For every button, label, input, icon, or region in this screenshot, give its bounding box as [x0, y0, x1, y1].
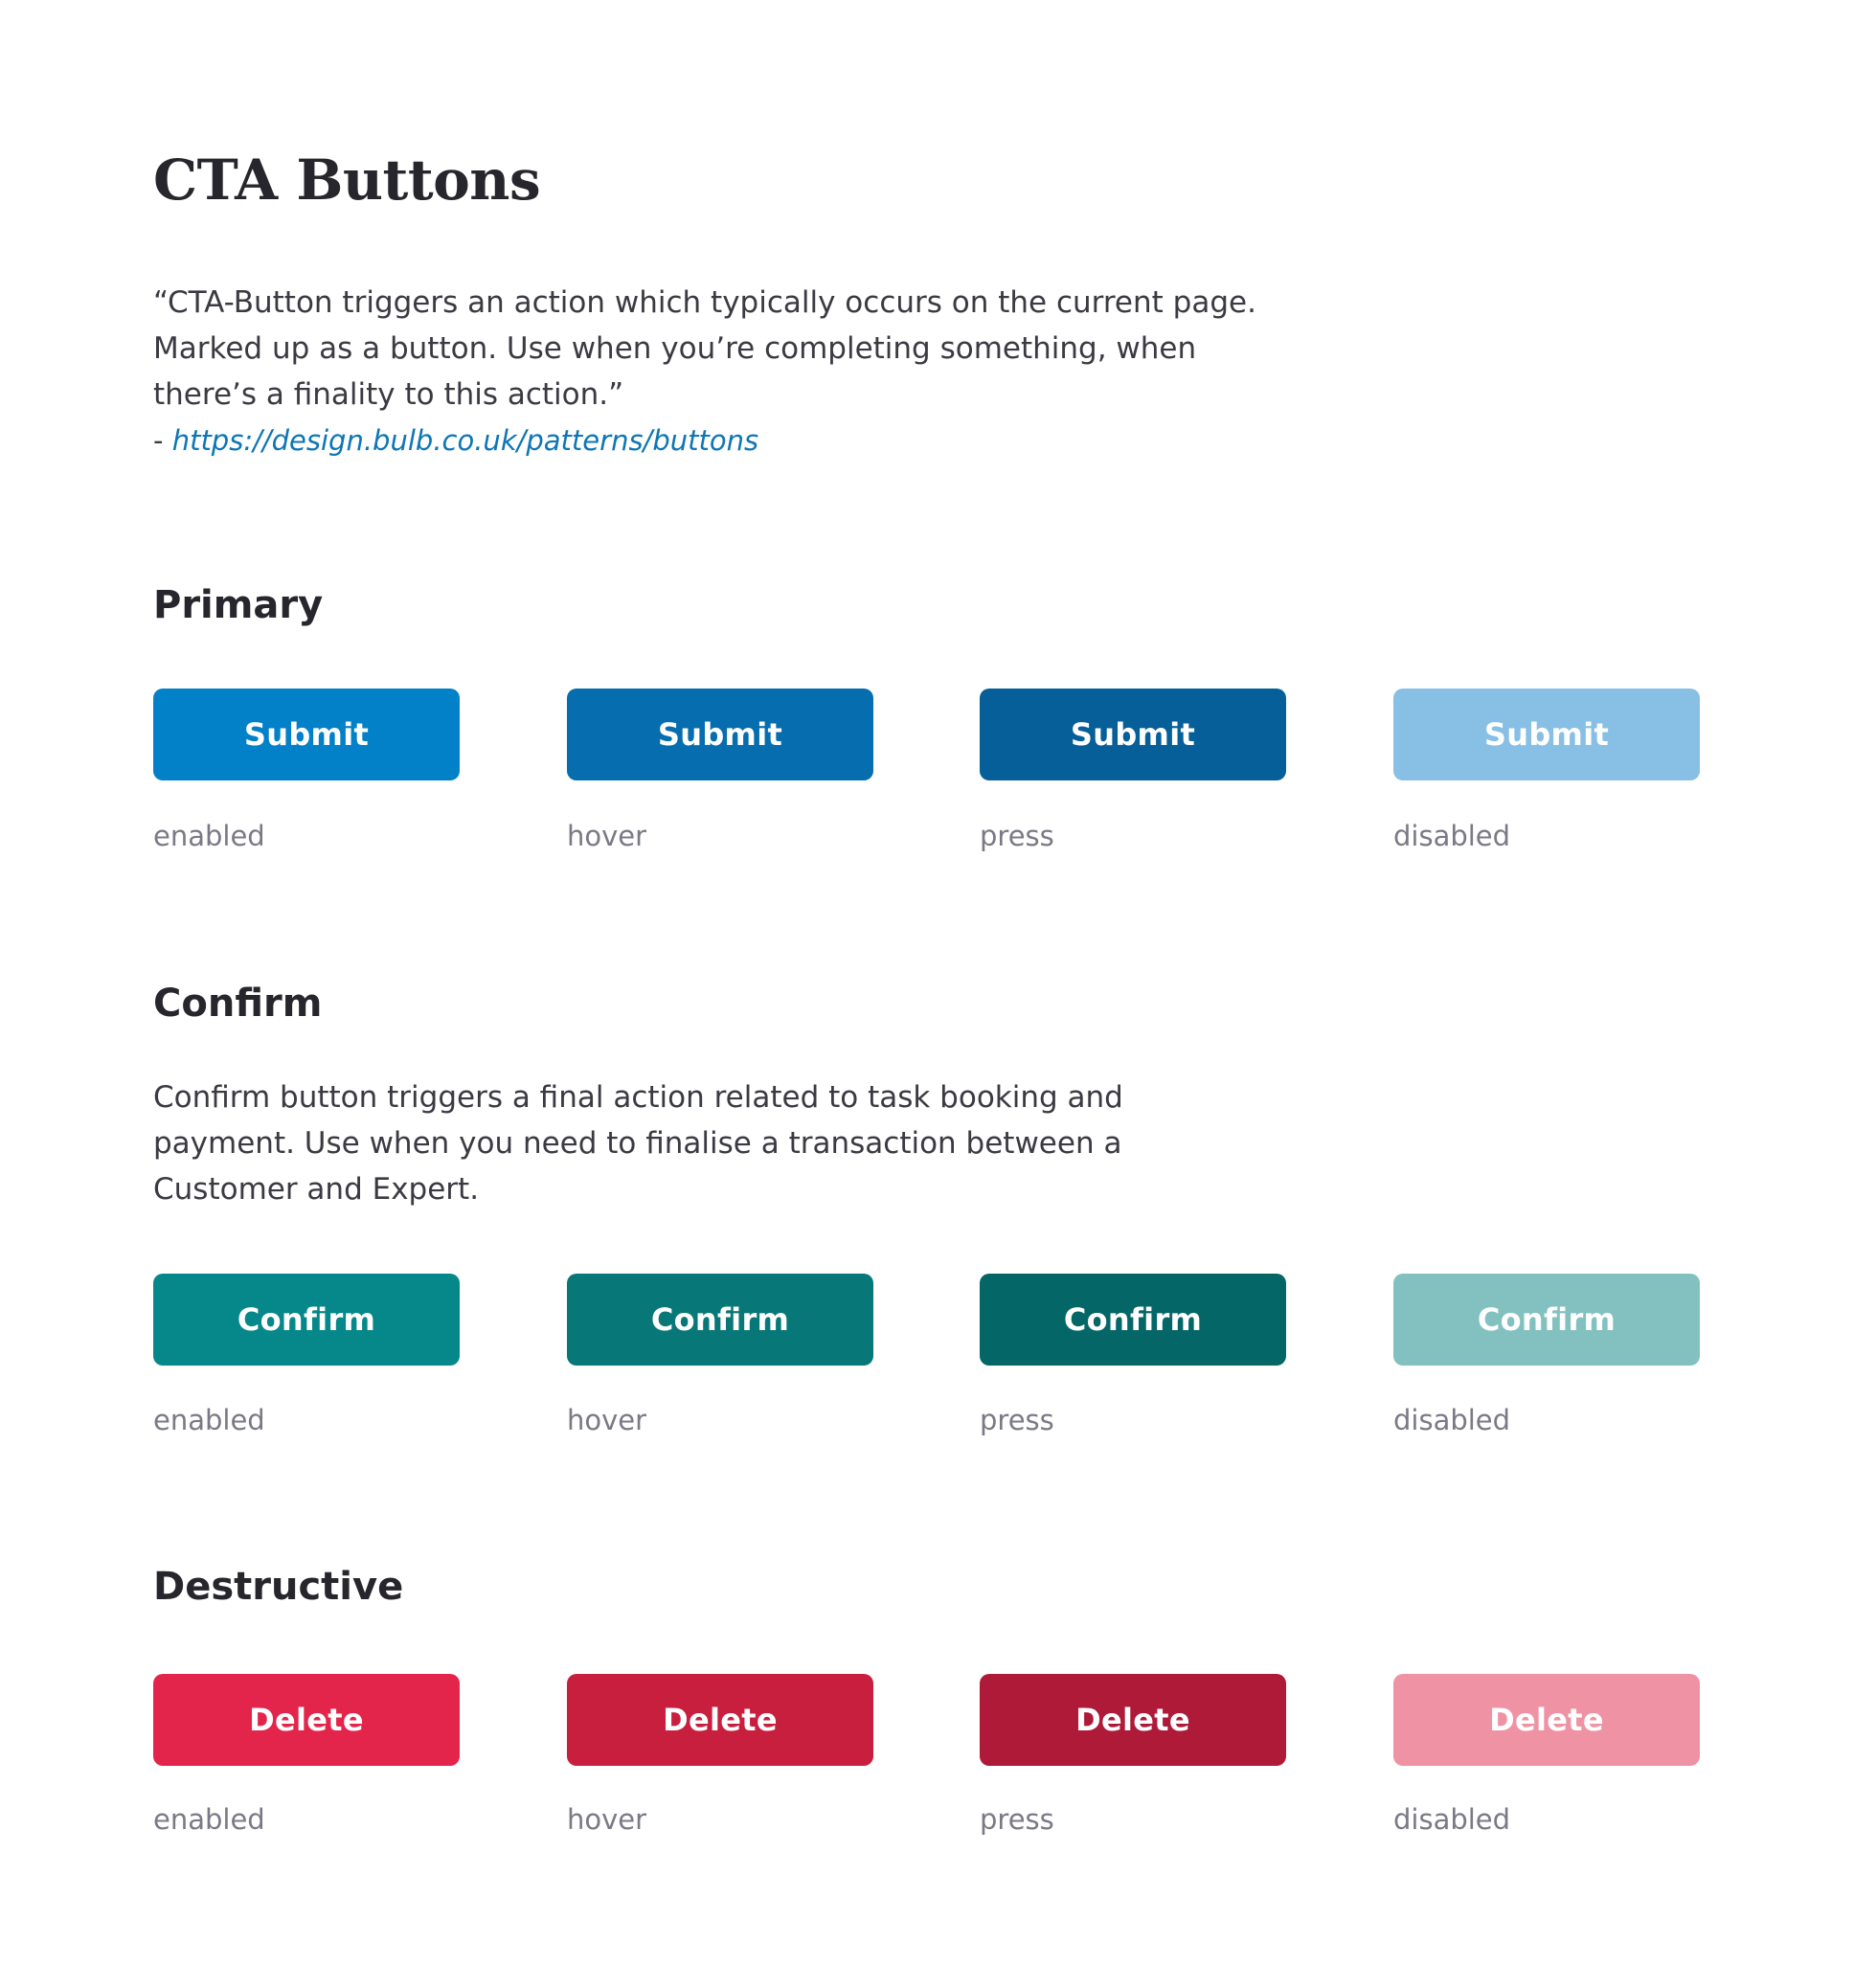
primary-submit-press-button[interactable]: Submit: [980, 689, 1286, 780]
primary-state-label-disabled: disabled: [1393, 820, 1511, 852]
confirm-description: [153, 1074, 1360, 1212]
description-line: Customer and Expert.: [153, 1172, 480, 1207]
primary-state-label-hover: hover: [567, 820, 647, 852]
destructive-heading: Destructive: [153, 1565, 404, 1609]
description-line: Confirm button triggers a final action related to task booking and: [153, 1080, 1123, 1115]
delete-disabled-button[interactable]: Delete: [1393, 1674, 1700, 1766]
confirm-press-button[interactable]: Confirm: [980, 1274, 1286, 1366]
page-title: CTA Buttons: [153, 147, 541, 213]
primary-state-label-enabled: enabled: [153, 820, 265, 852]
confirm-heading: Confirm: [153, 982, 323, 1026]
confirm-disabled-button[interactable]: Confirm: [1393, 1274, 1700, 1366]
primary-submit-hover-button[interactable]: Submit: [567, 689, 873, 780]
confirm-enabled-button[interactable]: Confirm: [153, 1274, 460, 1366]
confirm-state-label-press: press: [980, 1404, 1054, 1436]
confirm-state-label-enabled: enabled: [153, 1404, 265, 1436]
source-link[interactable]: https://design.bulb.co.uk/patterns/buttons: [171, 424, 759, 457]
quote-line: Marked up as a button. Use when you’re completing something, when: [153, 331, 1197, 366]
delete-hover-button[interactable]: Delete: [567, 1674, 873, 1766]
quote-line: “CTA-Button triggers an action which typically occurs on the current page.: [153, 285, 1256, 320]
destructive-state-label-disabled: disabled: [1393, 1803, 1511, 1836]
primary-heading: Primary: [153, 583, 324, 627]
confirm-state-label-hover: hover: [567, 1404, 647, 1436]
quote-line: there’s a finality to this action.”: [153, 377, 624, 412]
destructive-state-label-hover: hover: [567, 1803, 647, 1836]
confirm-hover-button[interactable]: Confirm: [567, 1274, 873, 1366]
primary-state-label-press: press: [980, 820, 1054, 852]
description-line: payment. Use when you need to finalise a transaction between a: [153, 1126, 1122, 1161]
delete-enabled-button[interactable]: Delete: [153, 1674, 460, 1766]
confirm-state-label-disabled: disabled: [1393, 1404, 1511, 1436]
destructive-state-label-press: press: [980, 1803, 1054, 1836]
delete-press-button[interactable]: Delete: [980, 1674, 1286, 1766]
intro-quote: [153, 280, 1360, 418]
primary-submit-enabled-button[interactable]: Submit: [153, 689, 460, 780]
primary-submit-disabled-button[interactable]: Submit: [1393, 689, 1700, 780]
destructive-state-label-enabled: enabled: [153, 1803, 265, 1836]
quote-source: [153, 418, 758, 463]
source-prefix: -: [153, 424, 172, 457]
